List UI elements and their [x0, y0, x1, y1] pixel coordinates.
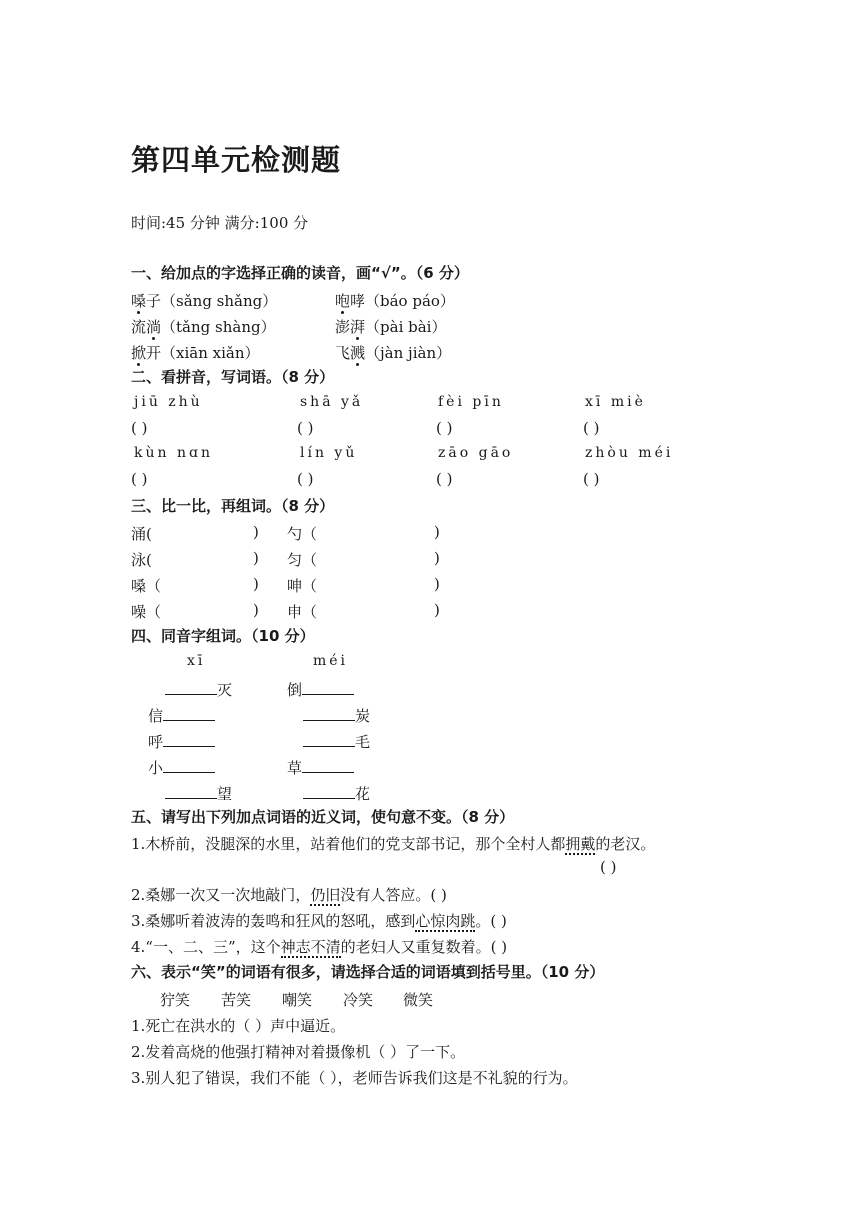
dotted-word: 拥戴	[565, 835, 596, 853]
fill-blank[interactable]	[303, 732, 355, 747]
s4-text: 灭	[217, 681, 233, 699]
s3-char-b: 勺（	[287, 525, 318, 543]
s5-text: 3.桑娜听着波涛的轰鸣和狂风的怒吼，感到	[131, 912, 416, 930]
answer-bracket[interactable]: ( )	[131, 419, 148, 437]
s6-q2: 2.发着高烧的他强打精神对着摄像机（ ）了一下。	[131, 1043, 466, 1061]
s5-text: 。( )	[475, 912, 507, 930]
s1-text: 哮（báo páo）	[350, 292, 455, 310]
s4-text: 倒	[287, 681, 303, 699]
s4-right-4	[287, 757, 354, 778]
pinyin-1: jiū zhù	[134, 394, 203, 410]
s4-right-2	[303, 705, 370, 726]
s3-char-a: 泳(	[131, 551, 152, 569]
s4-text: 草	[287, 759, 303, 777]
s3-char-b: 匀（	[287, 551, 318, 569]
s1-text: 开（xiān xiǎn）	[146, 344, 260, 362]
dotted-char: 掀	[131, 344, 147, 362]
s6-q3: 3.别人犯了错误，我们不能（ ），老师告诉我们这是不礼貌的行为。	[131, 1069, 578, 1087]
word-option: 苦笑	[221, 991, 252, 1009]
s4-text: 炭	[355, 707, 371, 725]
s4-text: 呼	[148, 733, 164, 751]
s3-char-b: 申（	[287, 603, 318, 621]
dotted-char: 淌	[146, 318, 162, 336]
word-option: 冷笑	[343, 991, 374, 1009]
s4-text: 小	[148, 759, 164, 777]
word-option: 狞笑	[160, 991, 191, 1009]
s1-row-3-b	[335, 342, 451, 363]
fill-blank[interactable]	[303, 784, 355, 799]
pinyin-3: fèi pīn	[438, 394, 504, 410]
pinyin-7: zāo gāo	[438, 445, 514, 461]
s3-char-a: 噪（	[131, 603, 162, 621]
s1-text: 飞	[335, 344, 351, 362]
answer-bracket[interactable]: ( )	[131, 470, 148, 488]
fill-blank[interactable]	[163, 758, 215, 773]
s1-text: 流	[131, 318, 147, 336]
s1-text: （pài bài）	[365, 318, 447, 336]
answer-bracket[interactable]: ( )	[297, 470, 314, 488]
s3-close: )	[253, 575, 259, 593]
fill-blank[interactable]	[165, 784, 217, 799]
section-5-heading: 五、请写出下列加点词语的近义词，使句意不变。（8 分）	[131, 808, 515, 826]
fill-blank[interactable]	[302, 758, 354, 773]
s4-text: 信	[148, 707, 164, 725]
dotted-char: 溅	[350, 344, 366, 362]
s1-text: （jàn jiàn）	[365, 344, 452, 362]
s1-row-1-a	[131, 290, 277, 311]
s4-right-1	[287, 679, 354, 700]
pinyin-5: kùn nɑn	[134, 445, 213, 461]
answer-bracket[interactable]: ( )	[583, 470, 600, 488]
page-title: 第四单元检测题	[131, 143, 342, 177]
dotted-word: 心惊肉跳	[415, 912, 476, 930]
pinyin-2: shā yǎ	[300, 394, 364, 410]
s5-q1	[131, 833, 655, 854]
s4-left-3	[148, 731, 215, 752]
s3-close: )	[434, 549, 440, 567]
s4-text: 毛	[355, 733, 371, 751]
s5-q4	[131, 936, 507, 957]
s1-text: （tǎng shàng）	[161, 318, 276, 336]
s3-close: )	[434, 575, 440, 593]
s5-text: 4.“一、二、三”，这个	[131, 938, 281, 956]
s3-close: )	[434, 601, 440, 619]
answer-bracket[interactable]: ( )	[436, 470, 453, 488]
s6-q1: 1.死亡在洪水的（ ）声中逼近。	[131, 1017, 346, 1035]
section-4-heading: 四、同音字组词。（10 分）	[131, 627, 315, 645]
dotted-word: 仍旧	[310, 886, 341, 904]
section-1-heading: 一、给加点的字选择正确的读音，画“√”。（6 分）	[131, 264, 469, 282]
exam-meta: 时间:45 分钟 满分:100 分	[131, 214, 309, 232]
answer-bracket[interactable]: ( )	[583, 419, 600, 437]
s1-row-2-a	[131, 316, 276, 337]
answer-bracket[interactable]: ( )	[436, 419, 453, 437]
s4-left-2	[148, 705, 215, 726]
s4-text: 望	[217, 785, 233, 803]
s1-row-1-b	[335, 290, 455, 311]
s4-text: 花	[355, 785, 371, 803]
fill-blank[interactable]	[303, 706, 355, 721]
s3-close: )	[434, 523, 440, 541]
s3-char-b: 呻（	[287, 577, 318, 595]
s5-text: 1.木桥前，没腿深的水里，站着他们的党支部书记，那个全村人都	[131, 835, 566, 853]
s5-text: 没有人答应。( )	[340, 886, 447, 904]
s4-left-1	[165, 679, 232, 700]
fill-blank[interactable]	[302, 680, 354, 695]
s4-right-3	[303, 731, 370, 752]
word-option: 微笑	[403, 991, 434, 1009]
s1-text: 澎	[335, 318, 351, 336]
pinyin-mei: méi	[313, 653, 349, 669]
s5-text: 2.桑娜一次又一次地敲门，	[131, 886, 311, 904]
fill-blank[interactable]	[163, 732, 215, 747]
section-6-heading: 六、表示“笑”的词语有很多，请选择合适的词语填到括号里。（10 分）	[131, 963, 605, 981]
answer-bracket[interactable]: ( )	[600, 858, 617, 876]
s5-text: 的老妇人又重复数着。( )	[340, 938, 508, 956]
fill-blank[interactable]	[165, 680, 217, 695]
dotted-char: 湃	[350, 318, 366, 336]
s4-right-5	[303, 783, 370, 804]
s3-close: )	[253, 523, 259, 541]
pinyin-8: zhòu méi	[585, 445, 674, 461]
dotted-word: 神志不清	[280, 938, 341, 956]
s3-close: )	[253, 601, 259, 619]
pinyin-6: lín yǔ	[300, 445, 358, 461]
pinyin-4: xī miè	[585, 394, 646, 410]
pinyin-xi: xī	[187, 653, 206, 669]
s5-text: 的老汉。	[595, 835, 656, 853]
dotted-char: 咆	[335, 292, 351, 310]
s5-q3	[131, 910, 507, 931]
fill-blank[interactable]	[163, 706, 215, 721]
s4-left-5	[165, 783, 232, 804]
dotted-char: 嗓	[131, 292, 147, 310]
s3-close: )	[253, 549, 259, 567]
s3-char-a: 涌(	[131, 525, 152, 543]
s5-q2	[131, 884, 447, 905]
section-3-heading: 三、比一比，再组词。（8 分）	[131, 497, 335, 515]
s1-row-3-a	[131, 342, 260, 363]
s1-text: 子（sǎng shǎng）	[146, 292, 278, 310]
s1-row-2-b	[335, 316, 446, 337]
s3-char-a: 嗓（	[131, 577, 162, 595]
section-2-heading: 二、看拼音，写词语。（8 分）	[131, 368, 335, 386]
answer-bracket[interactable]: ( )	[297, 419, 314, 437]
s4-left-4	[148, 757, 215, 778]
word-option: 嘲笑	[282, 991, 313, 1009]
